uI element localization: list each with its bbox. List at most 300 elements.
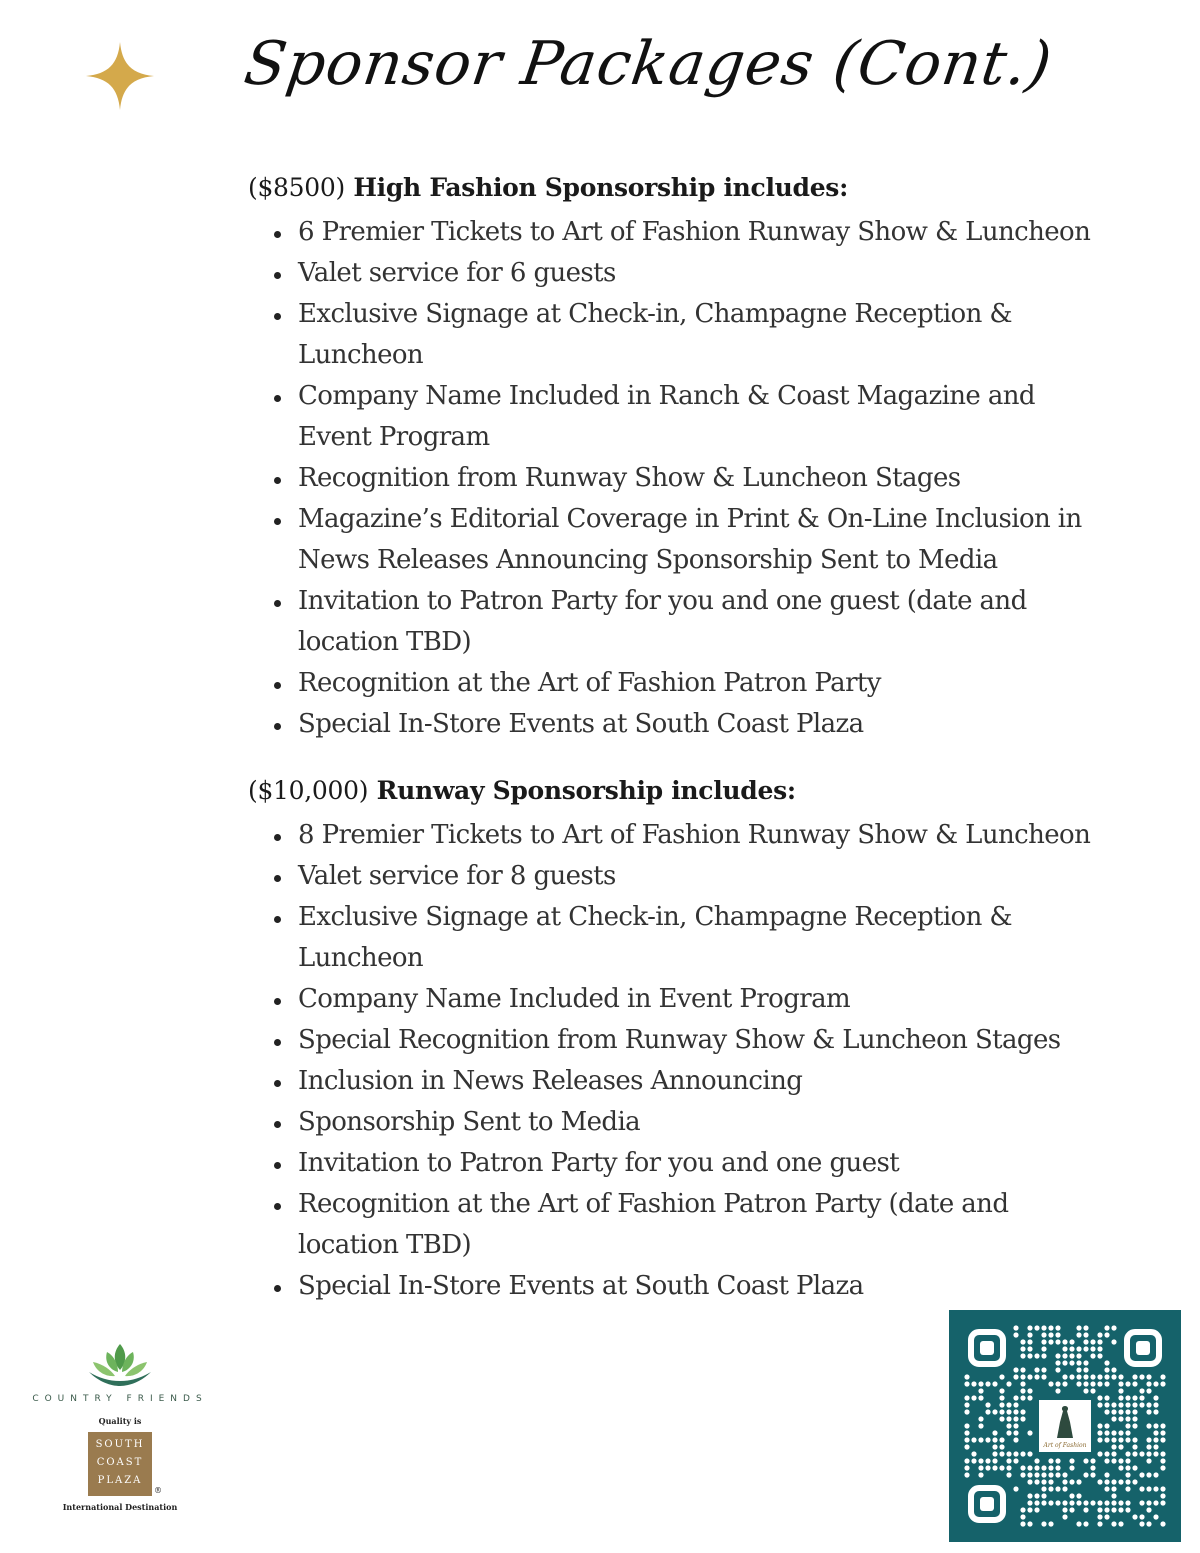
qr-dot	[978, 1416, 983, 1421]
qr-dot	[1118, 1437, 1123, 1442]
qr-dot	[1076, 1360, 1081, 1365]
list-item: Recognition at the Art of Fashion Patron Party	[298, 663, 1108, 704]
qr-dot	[1069, 1500, 1074, 1505]
qr-dot	[1153, 1381, 1158, 1386]
qr-dot	[1132, 1374, 1137, 1379]
qr-dot	[1062, 1353, 1067, 1358]
qr-dot	[1083, 1339, 1088, 1344]
qr-dot	[1104, 1486, 1109, 1491]
qr-dot	[1090, 1458, 1095, 1463]
qr-dot	[1097, 1395, 1102, 1400]
qr-dot	[1125, 1402, 1130, 1407]
qr-dot	[1160, 1500, 1165, 1505]
qr-dot	[964, 1395, 969, 1400]
qr-dot	[1083, 1381, 1088, 1386]
qr-dot	[1020, 1409, 1025, 1414]
qr-dot	[1111, 1325, 1116, 1330]
scp-line: PLAZA	[97, 1475, 143, 1486]
qr-dot	[1132, 1479, 1137, 1484]
qr-dot	[1132, 1423, 1137, 1428]
qr-dot	[1006, 1416, 1011, 1421]
qr-dot	[1083, 1374, 1088, 1379]
qr-dot	[1013, 1437, 1018, 1442]
qr-dot	[1034, 1367, 1039, 1372]
qr-dot	[1076, 1325, 1081, 1330]
qr-dot	[1055, 1381, 1060, 1386]
qr-dot	[1034, 1374, 1039, 1379]
qr-dot	[1020, 1416, 1025, 1421]
qr-dot	[1062, 1360, 1067, 1365]
qr-dot	[1111, 1521, 1116, 1526]
qr-dot	[1027, 1346, 1032, 1351]
qr-dot	[1104, 1500, 1109, 1505]
qr-dot	[1069, 1360, 1074, 1365]
qr-dot	[1111, 1374, 1116, 1379]
benefits-list	[248, 815, 1108, 1307]
qr-dot	[1153, 1409, 1158, 1414]
qr-dot	[1104, 1332, 1109, 1337]
qr-dot	[964, 1437, 969, 1442]
qr-dot	[1153, 1395, 1158, 1400]
qr-dot	[1118, 1458, 1123, 1463]
qr-dot	[1146, 1409, 1151, 1414]
qr-dot	[985, 1402, 990, 1407]
qr-dot	[1160, 1381, 1165, 1386]
qr-dot	[1083, 1360, 1088, 1365]
qr-dot	[1083, 1472, 1088, 1477]
qr-dot	[1055, 1500, 1060, 1505]
qr-dot	[1020, 1521, 1025, 1526]
qr-dot	[1125, 1500, 1130, 1505]
qr-dot	[1111, 1500, 1116, 1505]
qr-dot	[1111, 1409, 1116, 1414]
qr-dot	[1027, 1388, 1032, 1393]
qr-dot	[1027, 1339, 1032, 1344]
qr-dot	[978, 1465, 983, 1470]
qr-dot	[1013, 1395, 1018, 1400]
qr-dot	[1153, 1430, 1158, 1435]
qr-dot	[1055, 1332, 1060, 1337]
qr-dot	[1118, 1416, 1123, 1421]
qr-dot	[1013, 1367, 1018, 1372]
qr-dot	[1111, 1507, 1116, 1512]
package-section-runway	[248, 771, 1108, 1307]
qr-dot	[1013, 1430, 1018, 1435]
qr-dot	[1034, 1507, 1039, 1512]
qr-dot	[1111, 1451, 1116, 1456]
qr-dot	[1104, 1507, 1109, 1512]
qr-dot	[1118, 1388, 1123, 1393]
country-friends-logo-text: COUNTRY FRIENDS	[32, 1394, 208, 1404]
qr-dot	[992, 1458, 997, 1463]
qr-dot	[1069, 1353, 1074, 1358]
qr-dot	[1006, 1423, 1011, 1428]
qr-dot	[1055, 1367, 1060, 1372]
qr-dot	[985, 1381, 990, 1386]
qr-dot	[1132, 1409, 1137, 1414]
qr-dot	[1020, 1514, 1025, 1519]
qr-dot	[1034, 1325, 1039, 1330]
qr-dot	[1104, 1458, 1109, 1463]
qr-dot	[1146, 1402, 1151, 1407]
qr-center-logo-text: Art of Fashion	[1043, 1442, 1087, 1449]
qr-dot	[1041, 1493, 1046, 1498]
qr-dot	[1013, 1451, 1018, 1456]
star-shape	[86, 42, 154, 110]
qr-dot	[1006, 1409, 1011, 1414]
qr-dot	[964, 1374, 969, 1379]
qr-dot	[1020, 1507, 1025, 1512]
qr-dot	[1013, 1486, 1018, 1491]
qr-dot	[1062, 1381, 1067, 1386]
page-title: Sponsor Packages (Cont.)	[240, 29, 1057, 99]
qr-dot	[964, 1381, 969, 1386]
qr-dot	[1132, 1381, 1137, 1386]
qr-dot	[1041, 1353, 1046, 1358]
qr-dot	[1006, 1381, 1011, 1386]
qr-dot	[1062, 1339, 1067, 1344]
qr-dot	[1020, 1353, 1025, 1358]
list-item: Company Name Included in Ranch & Coast Magazine and Event Program	[298, 376, 1108, 458]
list-item: Sponsorship Sent to Media	[298, 1102, 1108, 1143]
qr-dot	[1146, 1507, 1151, 1512]
qr-dot	[1139, 1472, 1144, 1477]
qr-dot	[1048, 1521, 1053, 1526]
list-item: Invitation to Patron Party for you and one guest	[298, 1143, 1108, 1184]
qr-dot	[1027, 1521, 1032, 1526]
qr-dot	[1104, 1423, 1109, 1428]
qr-dot	[1041, 1479, 1046, 1484]
qr-dot	[1125, 1472, 1130, 1477]
qr-dot	[1097, 1451, 1102, 1456]
qr-dot	[1006, 1458, 1011, 1463]
package-heading	[248, 771, 1108, 811]
qr-dot	[978, 1472, 983, 1477]
qr-dot	[1104, 1325, 1109, 1330]
qr-dot	[1027, 1374, 1032, 1379]
qr-dot	[1139, 1388, 1144, 1393]
qr-dot	[1132, 1395, 1137, 1400]
qr-dot	[1041, 1325, 1046, 1330]
qr-dot	[1160, 1374, 1165, 1379]
qr-dot	[1027, 1500, 1032, 1505]
qr-dot	[1097, 1479, 1102, 1484]
list-item: 6 Premier Tickets to Art of Fashion Runway Show & Luncheon	[298, 212, 1108, 253]
qr-dot	[1104, 1402, 1109, 1407]
qr-dot	[978, 1423, 983, 1428]
qr-dot	[964, 1402, 969, 1407]
qr-dot	[1062, 1479, 1067, 1484]
qr-dot	[1048, 1486, 1053, 1491]
qr-dot	[1041, 1472, 1046, 1477]
qr-dot	[971, 1395, 976, 1400]
qr-dot	[1041, 1374, 1046, 1379]
qr-dot	[1027, 1325, 1032, 1330]
qr-dot	[1160, 1458, 1165, 1463]
qr-dot	[1111, 1339, 1116, 1344]
qr-dot	[1034, 1479, 1039, 1484]
qr-dot	[1118, 1381, 1123, 1386]
qr-finder-bottom-left	[971, 1488, 1003, 1520]
qr-dot	[1125, 1381, 1130, 1386]
qr-dot	[1048, 1472, 1053, 1477]
qr-dot	[1125, 1479, 1130, 1484]
qr-dot	[1125, 1437, 1130, 1442]
qr-dot	[1139, 1374, 1144, 1379]
qr-dot	[1097, 1521, 1102, 1526]
qr-dot	[1160, 1521, 1165, 1526]
qr-dot	[1125, 1423, 1130, 1428]
qr-dot	[985, 1437, 990, 1442]
qr-dot	[1090, 1381, 1095, 1386]
qr-dot	[985, 1409, 990, 1414]
list-item: Valet service for 8 guests	[298, 856, 1108, 897]
qr-dot	[1027, 1395, 1032, 1400]
qr-dot	[1013, 1423, 1018, 1428]
list-item: 8 Premier Tickets to Art of Fashion Runway Show & Luncheon	[298, 815, 1108, 856]
qr-dot	[1076, 1374, 1081, 1379]
qr-dot	[964, 1458, 969, 1463]
qr-dot	[1146, 1423, 1151, 1428]
qr-dot	[1076, 1493, 1081, 1498]
qr-dot	[1111, 1458, 1116, 1463]
qr-dot	[999, 1402, 1004, 1407]
package-price: ($8500)	[248, 173, 345, 202]
four-point-star-icon	[86, 42, 154, 110]
qr-dot	[1013, 1374, 1018, 1379]
qr-dot	[1139, 1486, 1144, 1491]
qr-dot	[1104, 1360, 1109, 1365]
qr-dot	[1062, 1374, 1067, 1379]
qr-dot	[999, 1451, 1004, 1456]
qr-dot	[1027, 1465, 1032, 1470]
qr-dot	[1153, 1423, 1158, 1428]
qr-dot	[1048, 1479, 1053, 1484]
qr-dot	[1069, 1346, 1074, 1351]
qr-dot	[1125, 1465, 1130, 1470]
qr-dot	[1020, 1374, 1025, 1379]
qr-dot	[1020, 1451, 1025, 1456]
qr-dot	[1006, 1402, 1011, 1407]
qr-dot	[1139, 1451, 1144, 1456]
qr-dot	[1027, 1451, 1032, 1456]
qr-dot	[1132, 1416, 1137, 1421]
qr-dot	[978, 1437, 983, 1442]
qr-dot	[1055, 1388, 1060, 1393]
qr-dot	[1146, 1444, 1151, 1449]
qr-code-panel	[949, 1310, 1181, 1542]
qr-dot	[1153, 1514, 1158, 1519]
qr-dot	[1076, 1381, 1081, 1386]
qr-dot	[1090, 1500, 1095, 1505]
list-item: Special Recognition from Runway Show & Luncheon Stages	[298, 1020, 1108, 1061]
qr-dot	[1034, 1472, 1039, 1477]
qr-dot	[1069, 1339, 1074, 1344]
qr-dot	[1083, 1507, 1088, 1512]
qr-dot	[1090, 1339, 1095, 1344]
qr-dot	[1090, 1353, 1095, 1358]
qr-dot	[1006, 1465, 1011, 1470]
qr-dot	[1097, 1402, 1102, 1407]
qr-dot	[1097, 1430, 1102, 1435]
qr-dot	[1020, 1472, 1025, 1477]
quality-is-text: Quality is	[98, 1416, 142, 1426]
qr-dot	[971, 1451, 976, 1456]
qr-dot	[1090, 1388, 1095, 1393]
qr-dot	[1048, 1500, 1053, 1505]
qr-dot	[1153, 1437, 1158, 1442]
qr-dot	[1027, 1479, 1032, 1484]
qr-dot	[1160, 1451, 1165, 1456]
qr-dot	[1111, 1444, 1116, 1449]
qr-dot	[999, 1416, 1004, 1421]
qr-dot	[1076, 1367, 1081, 1372]
qr-dot	[1125, 1430, 1130, 1435]
qr-dot	[1160, 1493, 1165, 1498]
package-section-high-fashion	[248, 168, 1108, 745]
qr-dot	[1111, 1493, 1116, 1498]
qr-dot	[1139, 1521, 1144, 1526]
qr-dot	[1146, 1458, 1151, 1463]
list-item: Invitation to Patron Party for you and one guest (date and location TBD)	[298, 581, 1108, 663]
qr-dot	[999, 1374, 1004, 1379]
qr-dot	[1146, 1472, 1151, 1477]
qr-dot	[1069, 1465, 1074, 1470]
qr-dot	[1062, 1486, 1067, 1491]
qr-dot	[1104, 1374, 1109, 1379]
qr-dot	[1062, 1500, 1067, 1505]
qr-dot	[964, 1472, 969, 1477]
qr-dot	[1111, 1479, 1116, 1484]
qr-dot	[1153, 1402, 1158, 1407]
qr-dot	[1104, 1367, 1109, 1372]
qr-dot	[964, 1444, 969, 1449]
leaf-logo-icon	[85, 1340, 155, 1392]
qr-dot	[1020, 1388, 1025, 1393]
qr-dot	[1076, 1353, 1081, 1358]
qr-dot	[1034, 1353, 1039, 1358]
list-item: Exclusive Signage at Check-in, Champagne Reception & Luncheon	[298, 294, 1108, 376]
qr-dot	[1076, 1521, 1081, 1526]
qr-dot	[1104, 1381, 1109, 1386]
qr-dot	[1034, 1493, 1039, 1498]
benefits-list	[248, 212, 1108, 745]
qr-dot	[1055, 1353, 1060, 1358]
qr-dot	[1083, 1325, 1088, 1330]
qr-dot	[1041, 1500, 1046, 1505]
qr-dot	[1083, 1500, 1088, 1505]
qr-dot	[999, 1437, 1004, 1442]
qr-dot	[1055, 1486, 1060, 1491]
qr-dot	[1146, 1374, 1151, 1379]
qr-dot	[992, 1444, 997, 1449]
qr-dot	[992, 1451, 997, 1456]
qr-dot	[964, 1465, 969, 1470]
qr-dot	[1146, 1500, 1151, 1505]
qr-dot	[1090, 1374, 1095, 1379]
package-price: ($10,000)	[248, 776, 369, 805]
qr-dot	[971, 1458, 976, 1463]
qr-dot	[1097, 1381, 1102, 1386]
qr-dot	[1125, 1409, 1130, 1414]
qr-dot	[1097, 1353, 1102, 1358]
qr-dot	[1146, 1451, 1151, 1456]
qr-dot	[1104, 1430, 1109, 1435]
qr-dot	[1034, 1465, 1039, 1470]
sponsor-packages	[248, 168, 1108, 1333]
qr-finder-top-right	[1127, 1332, 1159, 1364]
package-heading	[248, 168, 1108, 208]
qr-dot	[1146, 1486, 1151, 1491]
qr-dot	[1013, 1325, 1018, 1330]
qr-dot	[1097, 1437, 1102, 1442]
qr-dot	[1048, 1325, 1053, 1330]
qr-dot	[1111, 1367, 1116, 1372]
qr-dot	[1062, 1472, 1067, 1477]
qr-dot	[1139, 1514, 1144, 1519]
list-item: Exclusive Signage at Check-in, Champagne Reception & Luncheon	[298, 897, 1108, 979]
qr-dot	[1020, 1395, 1025, 1400]
qr-dot	[1160, 1423, 1165, 1428]
qr-dot	[992, 1437, 997, 1442]
qr-dot	[1027, 1430, 1032, 1435]
international-destination-text: International Destination	[62, 1502, 178, 1512]
qr-dot	[1069, 1493, 1074, 1498]
qr-dot	[1160, 1465, 1165, 1470]
package-name: High Fashion Sponsorship includes:	[353, 173, 849, 202]
list-item: Special In-Store Events at South Coast Plaza	[298, 704, 1108, 745]
qr-dot	[978, 1458, 983, 1463]
qr-dot	[1027, 1507, 1032, 1512]
qr-dot	[1125, 1458, 1130, 1463]
qr-dot	[1069, 1507, 1074, 1512]
list-item: Magazine’s Editorial Coverage in Print & On-Line Inclusion in News Releases Announcing Sponsorship Sent to Media	[298, 499, 1108, 581]
qr-dot	[1146, 1521, 1151, 1526]
qr-dot	[1132, 1451, 1137, 1456]
qr-dot	[1013, 1409, 1018, 1414]
qr-dot	[1104, 1409, 1109, 1414]
qr-dot	[964, 1409, 969, 1414]
qr-dot	[1041, 1486, 1046, 1491]
qr-dot	[1006, 1451, 1011, 1456]
qr-dot	[1062, 1514, 1067, 1519]
qr-dot	[1118, 1479, 1123, 1484]
qr-dot	[1132, 1465, 1137, 1470]
qr-dot	[1160, 1437, 1165, 1442]
south-coast-plaza-logo	[88, 1432, 162, 1496]
qr-dot	[1041, 1332, 1046, 1337]
qr-dot	[1020, 1346, 1025, 1351]
list-item: Special In-Store Events at South Coast Plaza	[298, 1266, 1108, 1307]
qr-dot	[1041, 1346, 1046, 1351]
qr-dot	[1055, 1360, 1060, 1365]
qr-dot	[1160, 1430, 1165, 1435]
qr-dot	[1083, 1367, 1088, 1372]
list-item: Recognition from Runway Show & Luncheon Stages	[298, 458, 1108, 499]
qr-dot	[1139, 1500, 1144, 1505]
qr-dot	[1027, 1332, 1032, 1337]
qr-dot	[1020, 1381, 1025, 1386]
qr-dot	[1048, 1465, 1053, 1470]
qr-dot	[1083, 1332, 1088, 1337]
qr-dot	[1111, 1416, 1116, 1421]
qr-dot	[971, 1437, 976, 1442]
qr-dot	[1132, 1514, 1137, 1519]
qr-dot	[992, 1409, 997, 1414]
qr-dot	[964, 1423, 969, 1428]
qr-dot	[1062, 1507, 1067, 1512]
qr-dot	[1083, 1346, 1088, 1351]
